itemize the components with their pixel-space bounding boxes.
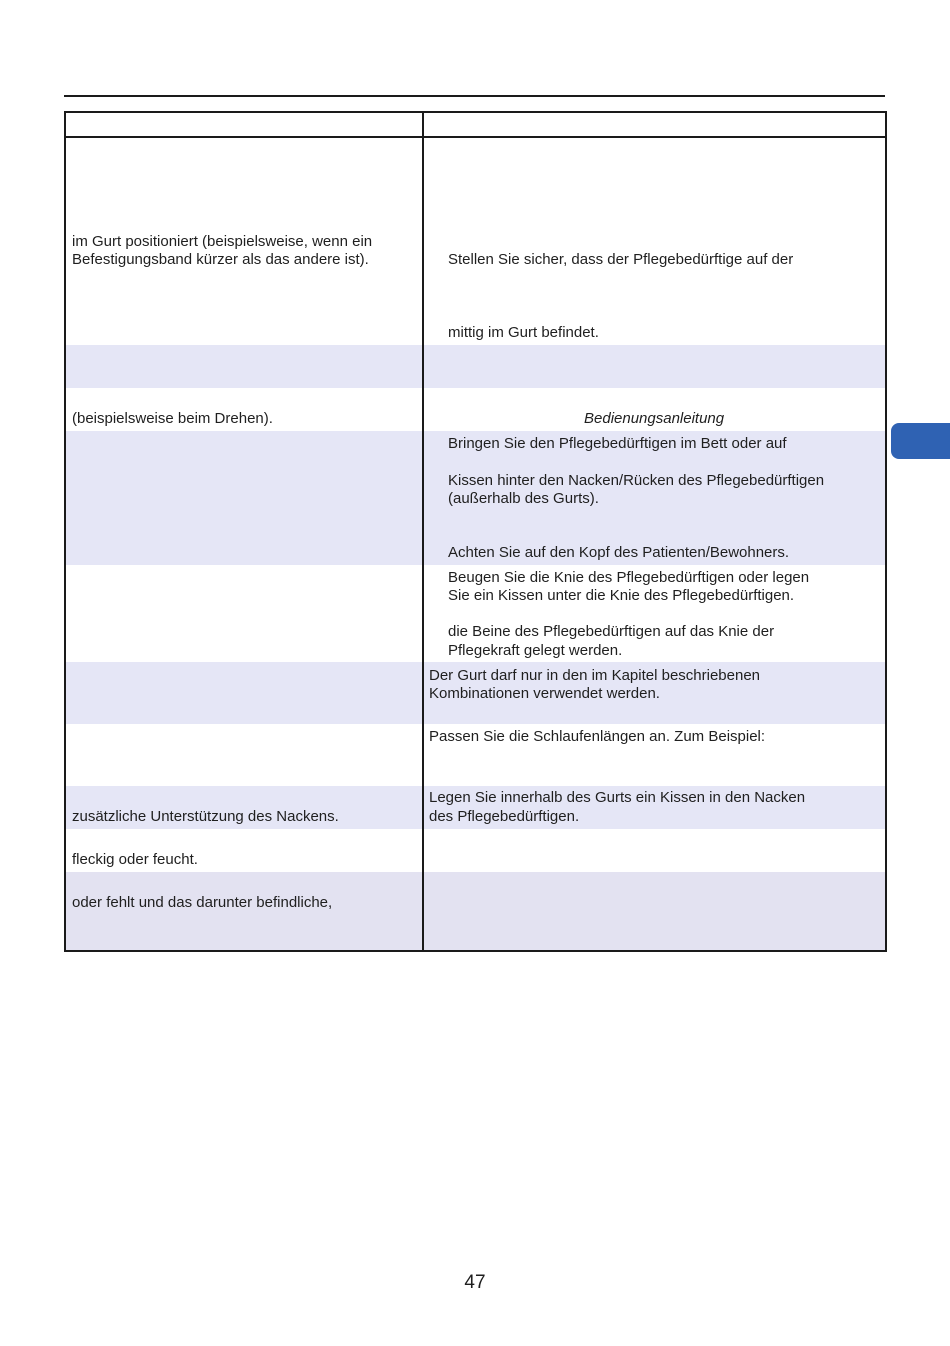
problem-text: oder fehlt und das darunter befindliche, — [72, 894, 333, 911]
solution-text: des Pflegebedürftigen. — [429, 808, 580, 825]
problem-text: fleckig oder feucht. — [72, 851, 198, 868]
column-divider — [422, 113, 424, 950]
problem-text: (beispielsweise beim Drehen). — [72, 410, 273, 427]
section-tab — [891, 423, 950, 459]
table-row — [66, 345, 885, 388]
problem-text: im Gurt positioniert (beispielsweise, wenn ein — [72, 233, 373, 250]
solution-text: (außerhalb des Gurts). — [448, 490, 599, 507]
solution-text: Bringen Sie den Pflegebedürftigen im Bett oder auf — [448, 435, 787, 452]
solution-text: Legen Sie innerhalb des Gurts ein Kissen in den Nacken — [429, 789, 806, 806]
page-number: 47 — [464, 1272, 486, 1293]
table-header-row — [66, 113, 885, 138]
solution-text: Der Gurt darf nur in den im Kapitel beschriebenen — [429, 667, 761, 684]
solution-text: Kissen hinter den Nacken/Rücken des Pflegebedürftigen — [448, 472, 825, 489]
top-rule — [64, 95, 885, 97]
solution-text: Beugen Sie die Knie des Pflegebedürftigen oder legen — [448, 569, 810, 586]
solution-text: Passen Sie die Schlaufenlängen an. Zum Beispiel: — [429, 728, 766, 745]
solution-text: die Beine des Pflegebedürftigen auf das Knie der — [448, 623, 775, 640]
solution-text: Kombinationen verwendet werden. — [429, 685, 660, 702]
solution-text: Pflegekraft gelegt werden. — [448, 642, 623, 659]
solution-text: mittig im Gurt befindet. — [448, 324, 599, 341]
problem-text: Befestigungsband kürzer als das andere ist). — [72, 251, 369, 268]
solution-text: Sie ein Kissen unter die Knie des Pflegebedürftigen. — [448, 587, 795, 604]
solution-text: Stellen Sie sicher, dass der Pflegebedürftige auf der — [448, 251, 794, 268]
solution-text: Achten Sie auf den Kopf des Patienten/Bewohners. — [448, 544, 790, 561]
manual-reference: Bedienungsanleitung — [584, 410, 725, 427]
troubleshooting-table — [64, 111, 887, 952]
problem-text: zusätzliche Unterstützung des Nackens. — [72, 808, 339, 825]
